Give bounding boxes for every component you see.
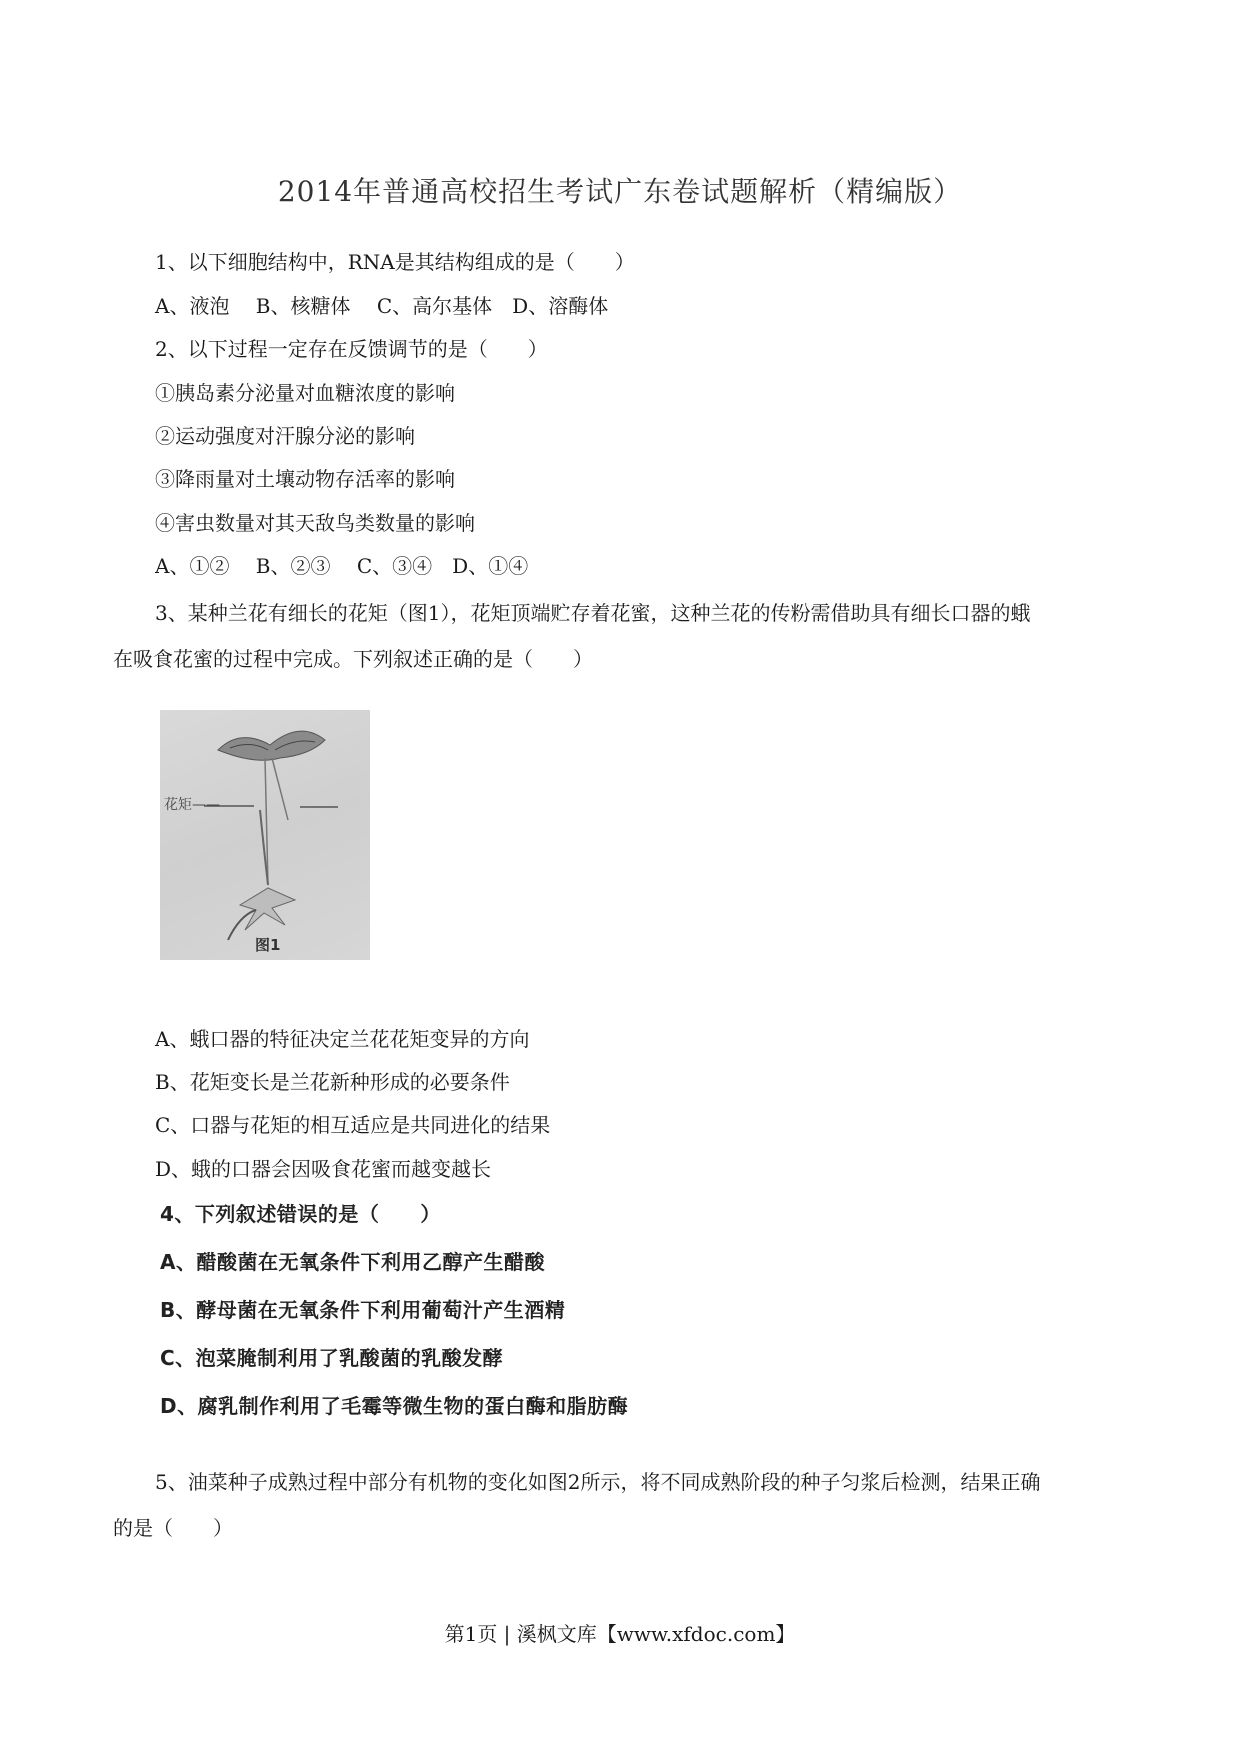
question-4-option: C、泡菜腌制利用了乳酸菌的乳酸发酵 [160,1346,504,1370]
orchid-moth-illustration [160,710,370,960]
question-2-item: ④害虫数量对其天敌鸟类数量的影响 [155,511,475,535]
page-footer: 第1页 | 溪枫文库【www.xfdoc.com】 [444,1622,796,1646]
orchid-moth-figure [160,710,370,960]
question-3-option: B、花矩变长是兰花新种形成的必要条件 [155,1070,510,1094]
question-4-option: D、腐乳制作利用了毛霉等微生物的蛋白酶和脂肪酶 [160,1394,629,1418]
question-1-options: A、液泡 B、核糖体 C、高尔基体 D、溶酶体 [155,294,609,318]
figure-label-spur: 花矩—— [164,797,220,813]
question-2-item: ①胰岛素分泌量对血糖浓度的影响 [155,381,455,405]
question-3-option: A、蛾口器的特征决定兰花花矩变异的方向 [155,1027,530,1051]
watermark [595,1214,616,1256]
question-3-stem-line2: 在吸食花蜜的过程中完成。下列叙述正确的是（ ） [113,647,593,671]
question-4-stem: 4、下列叙述错误的是（ ） [160,1202,441,1226]
question-3-option: C、口器与花矩的相互适应是共同进化的结果 [155,1113,551,1137]
question-5-stem-line1: 5、油菜种子成熟过程中部分有机物的变化如图2所示，将不同成熟阶段的种子匀浆后检测，结果正确 [155,1470,1041,1494]
question-3-option: D、蛾的口器会因吸食花蜜而越变越长 [155,1157,492,1181]
question-1-stem: 1、以下细胞结构中，RNA是其结构组成的是（ ） [155,250,635,274]
question-4-option: B、酵母菌在无氧条件下利用葡萄汁产生酒精 [160,1298,566,1322]
question-2-stem: 2、以下过程一定存在反馈调节的是（ ） [155,337,548,361]
question-4-option: A、醋酸菌在无氧条件下利用乙醇产生醋酸 [160,1250,545,1274]
question-2-options: A、①② B、②③ C、③④ D、①④ [155,554,529,578]
figure-caption: 图1 [255,936,281,954]
question-5-stem-line2: 的是（ ） [113,1516,233,1540]
question-2-item: ②运动强度对汗腺分泌的影响 [155,424,415,448]
document-title: 2014年普通高校招生考试广东卷试题解析（精编版） [277,175,963,208]
question-2-item: ③降雨量对土壤动物存活率的影响 [155,467,455,491]
question-3-stem-line1: 3、某种兰花有细长的花矩（图1），花矩顶端贮存着花蜜，这种兰花的传粉需借助具有细长口器的蛾 [155,601,1031,625]
